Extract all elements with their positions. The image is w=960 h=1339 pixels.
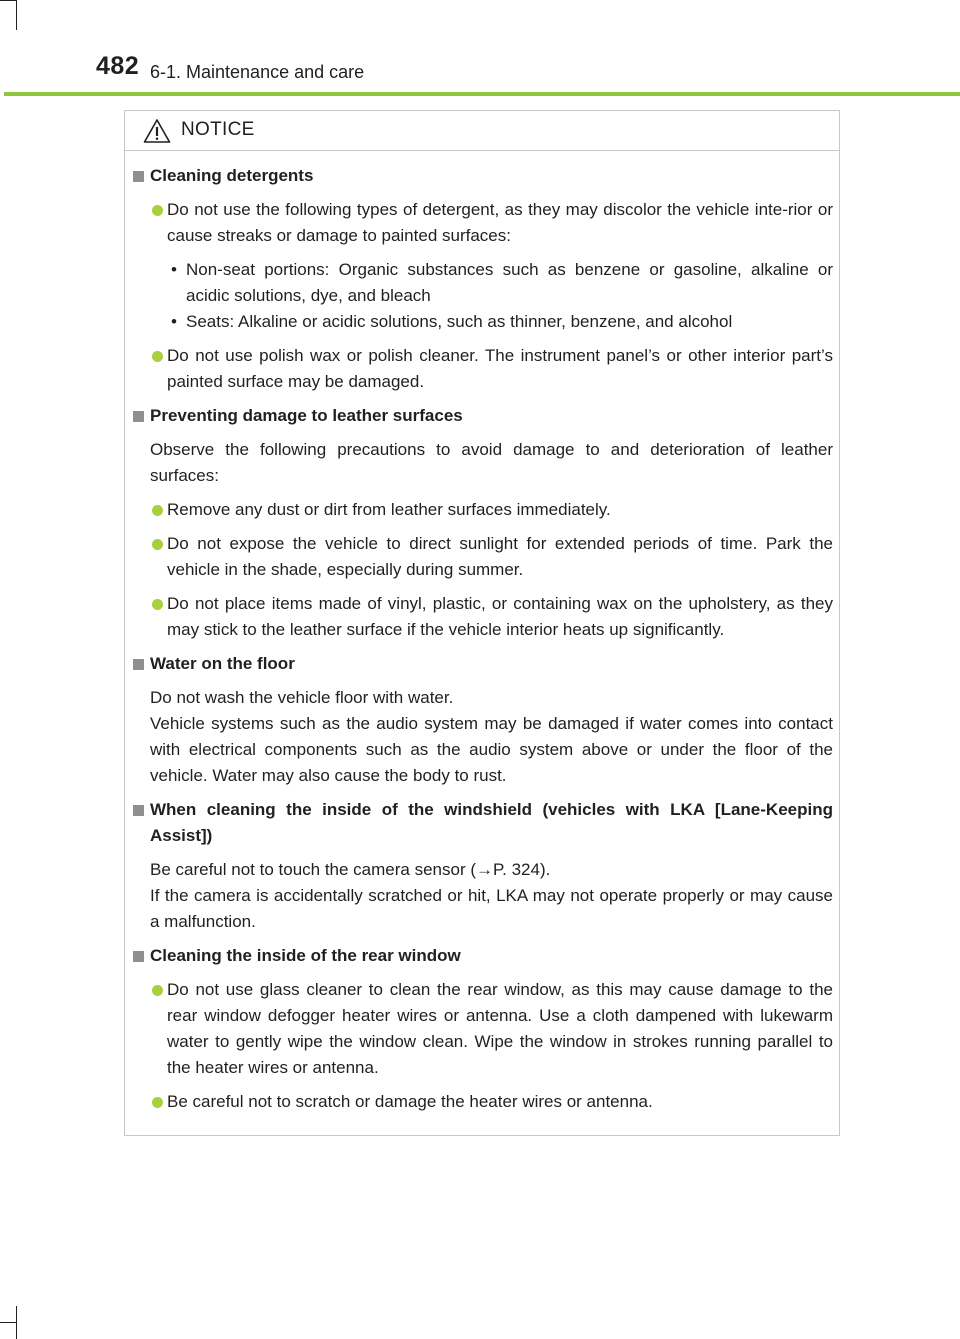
heading-water-floor: Water on the floor <box>133 651 833 677</box>
paragraph: Do not wash the vehicle floor with water. <box>150 688 454 707</box>
header-rule <box>4 92 960 96</box>
bullet-item: Do not use glass cleaner to clean the rear window, as this may cause damage to the rear window defogger heater wires or antenna. Use a cloth dampened with lukewarm water to gently wipe the window clean. Wipe the window in strokes running parallel to the heater wires or antenna. <box>133 977 833 1081</box>
page-number: 482 <box>96 52 140 80</box>
sub-item: • Seats: Alkaline or acidic solutions, such as thinner, benzene, and alcohol <box>133 309 833 335</box>
notice-box <box>124 110 840 1136</box>
notice-content <box>133 163 833 1123</box>
bullet-item: Do not use the following types of detergent, as they may discolor the vehicle inte-rior or cause streaks or damage to painted surfaces: <box>133 197 833 249</box>
section-title: 6-1. Maintenance and care <box>150 62 365 82</box>
bullet-item: Do not expose the vehicle to direct sunlight for extended periods of time. Park the vehicle in the shade, especially during summer. <box>133 531 833 583</box>
notice-header <box>125 111 839 151</box>
paragraph: Be careful not to touch the camera sensor (→P. 324). <box>150 860 551 879</box>
dot-marker-icon: • <box>171 312 177 331</box>
circle-bullet-icon <box>152 539 163 550</box>
square-bullet-icon <box>133 659 144 670</box>
paragraph: If the camera is accidentally scratched or hit, LKA may not operate properly or may cause a malfunction. <box>150 886 833 931</box>
square-bullet-icon <box>133 411 144 422</box>
bullet-item: Be careful not to scratch or damage the heater wires or antenna. <box>133 1089 833 1115</box>
square-bullet-icon <box>133 171 144 182</box>
bullet-item: Do not use polish wax or polish cleaner. The instrument panel’s or other interior part’s painted surface may be damaged. <box>133 343 833 395</box>
bullet-item: Remove any dust or dirt from leather surfaces immediately. <box>133 497 833 523</box>
paragraph: Observe the following precautions to avoid damage to and deterioration of leather surfaces: <box>150 440 833 485</box>
heading-cleaning-detergents: Cleaning detergents <box>133 163 833 189</box>
crop-mark <box>0 1322 16 1323</box>
circle-bullet-icon <box>152 351 163 362</box>
page-header <box>0 0 960 100</box>
warning-triangle-icon <box>143 118 171 144</box>
circle-bullet-icon <box>152 205 163 216</box>
notice-label: NOTICE <box>181 119 255 140</box>
circle-bullet-icon <box>152 985 163 996</box>
heading-leather-surfaces: Preventing damage to leather surfaces <box>133 403 833 429</box>
circle-bullet-icon <box>152 599 163 610</box>
dot-marker-icon: • <box>171 260 177 279</box>
circle-bullet-icon <box>152 1097 163 1108</box>
crop-mark <box>16 1306 17 1339</box>
square-bullet-icon <box>133 805 144 816</box>
paragraph: Vehicle systems such as the audio system may be damaged if water comes into contact with electrical components such as the audio system above or under the floor of the vehicle. Water may also cause the body to rust. <box>150 714 833 785</box>
square-bullet-icon <box>133 951 144 962</box>
bullet-item: Do not place items made of vinyl, plastic, or containing wax on the upholstery, as they may stick to the leather surface if the vehicle interior heats up significantly. <box>133 591 833 643</box>
heading-windshield: When cleaning the inside of the windshield (vehicles with LKA [Lane-Keeping Assist]) <box>133 797 833 849</box>
circle-bullet-icon <box>152 505 163 516</box>
heading-rear-window: Cleaning the inside of the rear window <box>133 943 833 969</box>
sub-item: • Non-seat portions: Organic substances such as benzene or gasoline, alkaline or acidic solutions, dye, and bleach <box>133 257 833 309</box>
